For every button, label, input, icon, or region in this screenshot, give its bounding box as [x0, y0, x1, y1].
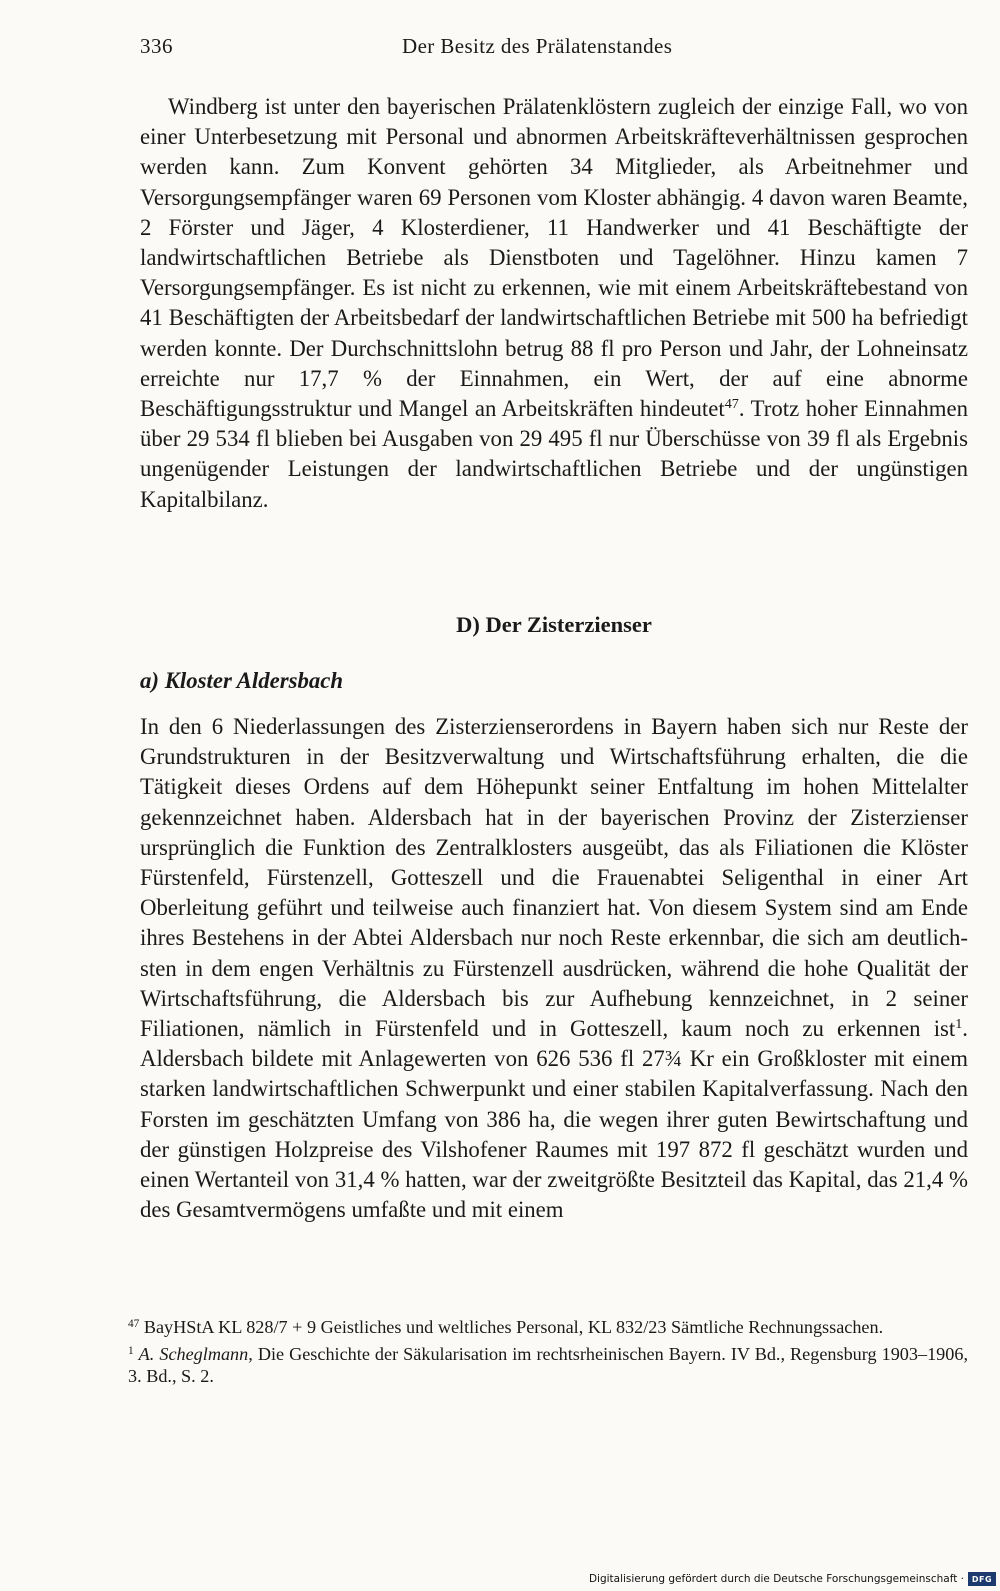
section-title: D) Der Zisterzienser [456, 612, 652, 637]
paragraph-2-tail: . Aldersbach bildete mit Anlagewerten von 626 536 fl 27¾ Kr ein Großkloster mit einem starken landwirtschaftlichen Schwerpunkt und einer stabilen Kapitalverfassung. Nach den Forsten im geschätzten Umfang von 386 ha, die wegen ihrer guten Bewirtschaftung und der günstigen Holzpreise des Vilshofener Raumes mit 197 872 fl geschätzt wurden und einen Wertanteil von 31,4 % hatten, war der zweitgrößte Besitzteil das Kapital, das 21,4 % des Gesamtvermögens umfaßte und mit einem [140, 1016, 968, 1223]
paragraph-aldersbach [140, 712, 968, 1225]
footnote-text: BayHStA KL 828/7 + 9 Geistliches und weltliches Personal, KL 832/23 Sämtliche Rechnungssachen. [143, 1317, 884, 1337]
paragraph-1-text: Windberg ist unter den bayerischen Prälatenklöstern zugleich der einzige Fall, wo von einer Unterbesetzung mit Personal und abnormen Arbeitskräfteverhältnissen gesprochen werden kann. Zum Konvent gehörten 34 Mitglieder, als Arbeitnehmer und Versorgungsempfänger waren 69 Personen vom Kloster abhängig. 4 davon waren Beamte, 2 Förster und Jäger, 4 Klosterdiener, 11 Handwerker und 41 Beschäftigte der landwirtschaftlichen Betriebe als Dienstboten und Tagelöhner. Hinzu kamen 7 Versorgungsempfänger. Es ist nicht zu erkennen, wie mit einem Arbeitskräftebestand von 41 Beschäftigten der Arbeitsbedarf der landwirtschaftlichen Betriebe mit 500 ha befriedigt werden konnte. Der Durchschnittslohn betrug 88 fl pro Person und Jahr, der Lohneinsatz erreichte nur 17,7 % der Einnahmen, ein Wert, der auf eine abnorme Beschäftigungsstruktur und Mangel an Arbeitskräften hindeutet [140, 94, 968, 422]
footnote-1 [128, 1343, 968, 1388]
footnote-author: A. Scheglmann, [138, 1343, 253, 1364]
page-body [140, 92, 968, 1223]
footnote-text: Die Geschichte der Säkularisation im rechtsrheinischen Bayern. IV Bd., Regensburg 1903–1906, 3. Bd., S. 2. [128, 1343, 969, 1387]
page-number: 336 [140, 34, 173, 58]
paragraph-windberg [140, 92, 968, 515]
dfg-logo: DFG [968, 1572, 996, 1586]
paragraph-1-tail: . Trotz hoher Einnahmen über 29 534 fl blieben bei Ausgaben von 29 495 fl nur Überschüsse von 39 fl als Ergebnis ungenügender Leistungen der landwirtschaftlichen Betriebe und der ungünstigen Kapitalbilanz. [140, 396, 968, 512]
footnote-mark: 1 [128, 1344, 134, 1357]
footnote-ref-1: 1 [955, 1016, 963, 1033]
footnote-47 [128, 1316, 968, 1339]
running-title: Der Besitz des Prälatenstandes [402, 34, 673, 58]
digitization-credit: Digitalisierung gefördert durch die Deutsche Forschungsgemeinschaft · [588, 1573, 964, 1585]
subsection-title: a) Kloster Aldersbach [140, 668, 344, 693]
page-header [140, 34, 970, 64]
footnote-ref-47: 47 [724, 396, 739, 413]
digitization-footer [589, 1571, 996, 1587]
footnotes [128, 1316, 968, 1392]
footnote-mark: 47 [128, 1317, 140, 1330]
paragraph-2-text: In den 6 Niederlassungen des Zisterzienserordens in Bayern haben sich nur Reste der Grundstrukturen in der Besitzverwaltung und Wirtschaftsführung erhalten, die die Tätigkeit dieses Ordens auf dem Höhepunkt seiner Entfaltung im hohen Mittelalter gekennzeichnet haben. Aldersbach hat in der bayerischen Provinz der Zisterzienser ursprünglich die Funktion des Zentralklosters ausgeübt, das als Filiationen die Klöster Fürstenfeld, Fürstenzell, Gotteszell und die Frauenabtei Seligenthal in einer Art Oberleitung geführt und teilweise auch finanziert hat. Von diesem System sind am Ende ihres Bestehens in der Abtei Aldersbach nur noch Reste erkennbar, die sich am deutlichsten in dem engen Verhältnis zu Fürstenzell ausdrücken, während die hohe Qualität der Wirtschaftsführung, die Aldersbach bis zur Aufhebung kennzeichnet, in 2 seiner Filiationen, nämlich in Fürstenfeld und in Gotteszell, kaum noch zu erkennen ist [140, 714, 968, 1042]
